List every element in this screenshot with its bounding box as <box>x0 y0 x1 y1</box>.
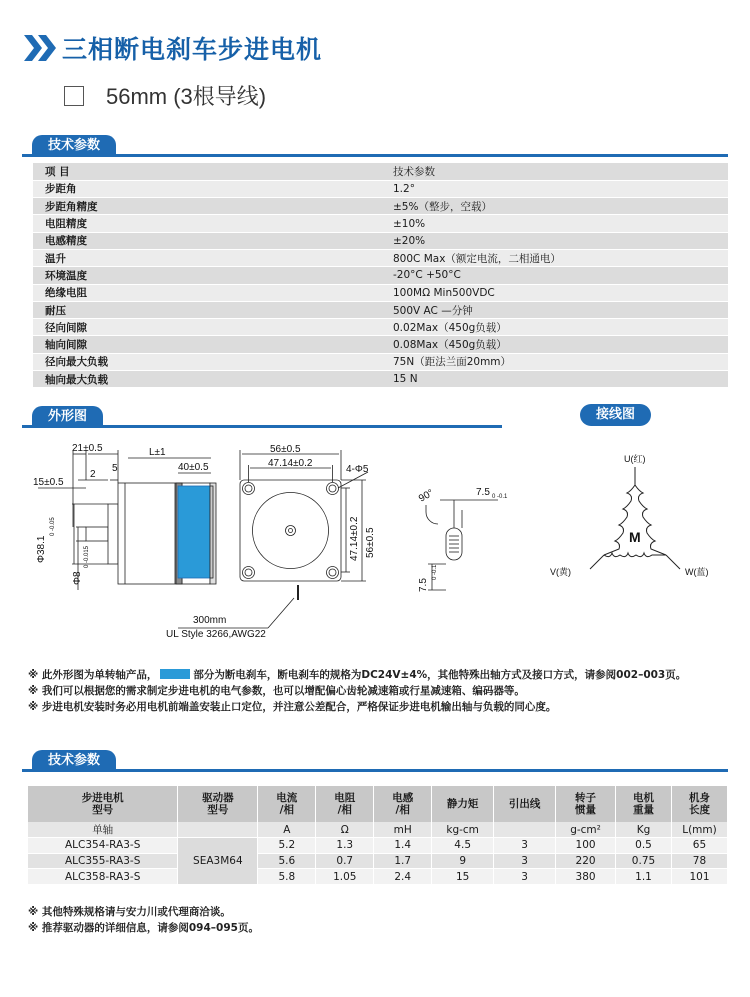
wiring-diagram <box>540 445 740 585</box>
spec-table <box>33 163 728 388</box>
spec-value: ±5%（整步，空载） <box>385 198 728 215</box>
wire-w-label: W(蓝) <box>685 567 709 577</box>
dim-75a: 7.5 <box>476 487 490 498</box>
header-line: 长度 <box>688 804 710 816</box>
spec-item: 项 目 <box>33 163 385 180</box>
dim-38-tol: 0 -0.05 <box>50 517 56 536</box>
spec-value: 15 N <box>385 371 728 388</box>
dim-2: 2 <box>90 469 96 480</box>
header-line: 重量 <box>632 804 654 816</box>
value-cell: 0.7 <box>316 853 374 869</box>
wire-u-label: U(红) <box>624 454 646 464</box>
value-cell: 5.2 <box>258 838 316 854</box>
dim-90: 90° <box>417 487 436 505</box>
spec-value: 800C Max（额定电流，二相通电） <box>385 249 728 266</box>
page-subtitle: 56mm (3根导线) <box>106 84 267 109</box>
dim-4714-vertical: 47.14±0.2 <box>349 516 360 561</box>
unit-cell: mH <box>374 822 432 838</box>
spec-value: 技术参数 <box>385 163 728 180</box>
header-line: 引出线 <box>508 798 541 810</box>
dim-8-tol: 0 -0.015 <box>84 545 90 568</box>
dim-15: 15±0.5 <box>33 477 64 488</box>
table-row <box>33 284 728 301</box>
column-header <box>28 786 178 822</box>
value-cell: 9 <box>432 853 494 869</box>
value-cell: 2.4 <box>374 869 432 885</box>
header-line: 驱动器 <box>202 792 234 804</box>
dim-75b: 7.5 <box>418 578 429 592</box>
column-header <box>178 786 258 822</box>
section-bar-outline <box>22 404 502 428</box>
header-line: 电阻 <box>334 792 356 804</box>
table-row <box>33 371 728 388</box>
unit-row <box>28 822 728 838</box>
dim-holes: 4-Φ5 <box>346 464 369 475</box>
note-line: ※ 此外形图为单转轴产品， 部分为断电刹车，断电刹车的规格为DC24V±4%，其他特殊出轴方式及接口方式，请参阅002–003页。 <box>28 669 687 681</box>
note-line: ※ 其他特殊规格请与安力川或代理商洽谈。 <box>28 906 231 918</box>
table-row <box>33 215 728 232</box>
column-header <box>258 786 316 822</box>
column-header <box>432 786 494 822</box>
dim-40: 40±0.5 <box>178 462 209 473</box>
header-line: 电机 <box>632 792 654 804</box>
header-line: 步进电机 <box>81 792 124 804</box>
section-bar-tech-params-2 <box>22 748 728 772</box>
wire-v-label: V(黄) <box>550 567 571 577</box>
value-cell: 15 <box>432 869 494 885</box>
section-label-wiring: 接线图 <box>580 404 651 426</box>
spec-value: 500V AC —分钟 <box>385 301 728 318</box>
spec-item: 步距角精度 <box>33 198 385 215</box>
spec-item: 温升 <box>33 249 385 266</box>
header-line: 静力矩 <box>446 798 479 810</box>
unit-cell: Ω <box>316 822 374 838</box>
spec-item: 电感精度 <box>33 232 385 249</box>
spec-value: -20°C +50°C <box>385 267 728 284</box>
table-row <box>33 301 728 318</box>
header-line: 电流 <box>276 792 298 804</box>
table-row <box>33 353 728 370</box>
value-cell: 220 <box>556 853 616 869</box>
value-cell: 3 <box>494 869 556 885</box>
spec-item: 轴向最大负载 <box>33 371 385 388</box>
subtitle-row <box>64 80 266 111</box>
param-notes <box>28 904 259 936</box>
note-line: ※ 推荐驱动器的详细信息，请参阅094–095页。 <box>28 922 259 934</box>
value-cell: 380 <box>556 869 616 885</box>
value-cell: 1.4 <box>374 838 432 854</box>
note-line: ※ 步进电机安装时务必用电机前端盖安装止口定位，并注意公差配合，严格保证步进电机输出轴与负载的同心度。 <box>28 701 557 713</box>
dim-8: Φ8 <box>72 571 83 585</box>
column-header <box>556 786 616 822</box>
page-title: 三相断电刹车步进电机 <box>62 35 323 64</box>
dim-5: 5 <box>112 463 118 474</box>
table-row <box>28 838 728 854</box>
value-cell: 100 <box>556 838 616 854</box>
value-cell: 1.05 <box>316 869 374 885</box>
checkbox[interactable] <box>64 86 84 106</box>
value-cell: 1.7 <box>374 853 432 869</box>
model-cell: ALC358-RA3-S <box>28 869 178 885</box>
column-header <box>671 786 727 822</box>
unit-cell: A <box>258 822 316 838</box>
column-header <box>494 786 556 822</box>
dim-56-vertical: 56±0.5 <box>365 527 376 558</box>
unit-cell <box>494 822 556 838</box>
header-line: 电感 <box>392 792 414 804</box>
spec-value: 1.2° <box>385 180 728 197</box>
spec-value: 100MΩ Min500VDC <box>385 284 728 301</box>
spec-item: 轴向间隙 <box>33 336 385 353</box>
column-header <box>616 786 672 822</box>
section-label-tech-params-2: 技术参数 <box>32 750 116 772</box>
section-bar-tech-params <box>22 133 728 157</box>
value-cell: 65 <box>671 838 727 854</box>
section-label-tech-params: 技术参数 <box>32 135 116 157</box>
unit-cell: 单轴 <box>28 822 178 838</box>
dim-l: L±1 <box>149 447 166 458</box>
cable-spec: UL Style 3266,AWG22 <box>166 629 266 640</box>
value-cell: 3 <box>494 853 556 869</box>
unit-cell: g-cm² <box>556 822 616 838</box>
outline-drawing <box>28 440 528 645</box>
model-cell: ALC355-RA3-S <box>28 853 178 869</box>
header-line: 型号 <box>92 804 114 816</box>
table-row <box>33 180 728 197</box>
spec-value: 75N（距法兰面20mm） <box>385 353 728 370</box>
value-cell: 0.75 <box>616 853 672 869</box>
value-cell: 3 <box>494 838 556 854</box>
dim-21: 21±0.5 <box>72 443 103 454</box>
note-line: ※ 我们可以根据您的需求制定步进电机的电气参数，也可以增配偏心齿轮减速箱或行星减速箱、编码器等。 <box>28 685 525 697</box>
brake-color-swatch <box>160 669 190 679</box>
spec-item: 绝缘电阻 <box>33 284 385 301</box>
title-row <box>22 30 322 66</box>
value-cell: 4.5 <box>432 838 494 854</box>
table-row <box>33 198 728 215</box>
header-line: 惯量 <box>575 804 597 816</box>
header-line: 机身 <box>688 792 710 804</box>
double-chevron-icon <box>22 33 58 63</box>
column-header <box>316 786 374 822</box>
spec-item: 环境温度 <box>33 267 385 284</box>
table-row <box>33 319 728 336</box>
value-cell: 78 <box>671 853 727 869</box>
dim-56: 56±0.5 <box>270 444 301 455</box>
column-header <box>374 786 432 822</box>
model-cell: ALC354-RA3-S <box>28 838 178 854</box>
cable-length: 300mm <box>193 615 227 626</box>
value-cell: 101 <box>671 869 727 885</box>
motor-m-label: M <box>629 529 641 545</box>
spec-item: 电阻精度 <box>33 215 385 232</box>
unit-cell: Kg <box>616 822 672 838</box>
table-row <box>33 249 728 266</box>
spec-item: 径向间隙 <box>33 319 385 336</box>
dim-38: Φ38.1 <box>36 535 47 563</box>
spec-item: 径向最大负载 <box>33 353 385 370</box>
driver-cell: SEA3M64 <box>178 838 258 885</box>
table-row <box>33 336 728 353</box>
header-line: /相 <box>279 804 294 816</box>
value-cell: 5.6 <box>258 853 316 869</box>
param-table <box>28 786 728 885</box>
header-line: /相 <box>337 804 352 816</box>
table-row <box>28 869 728 885</box>
header-line: /相 <box>395 804 410 816</box>
spec-item: 耐压 <box>33 301 385 318</box>
unit-cell: L(mm) <box>671 822 727 838</box>
dim-75b-tol: 0 -0.1 <box>432 564 438 580</box>
table-row <box>33 163 728 180</box>
dim-4714: 47.14±0.2 <box>268 458 313 469</box>
dim-75a-tol: 0 -0.1 <box>492 494 508 500</box>
spec-value: 0.02Max（450g负载） <box>385 319 728 336</box>
unit-cell: kg-cm <box>432 822 494 838</box>
header-line: 型号 <box>207 804 229 816</box>
table-row <box>28 853 728 869</box>
value-cell: 0.5 <box>616 838 672 854</box>
outline-notes <box>28 667 686 715</box>
value-cell: 5.8 <box>258 869 316 885</box>
table-row <box>33 267 728 284</box>
section-label-outline: 外形图 <box>32 406 103 428</box>
table-row <box>33 232 728 249</box>
spec-value: 0.08Max（450g负载） <box>385 336 728 353</box>
value-cell: 1.1 <box>616 869 672 885</box>
unit-cell <box>178 822 258 838</box>
spec-value: ±20% <box>385 232 728 249</box>
value-cell: 1.3 <box>316 838 374 854</box>
spec-value: ±10% <box>385 215 728 232</box>
header-line: 转子 <box>575 792 597 804</box>
spec-item: 步距角 <box>33 180 385 197</box>
